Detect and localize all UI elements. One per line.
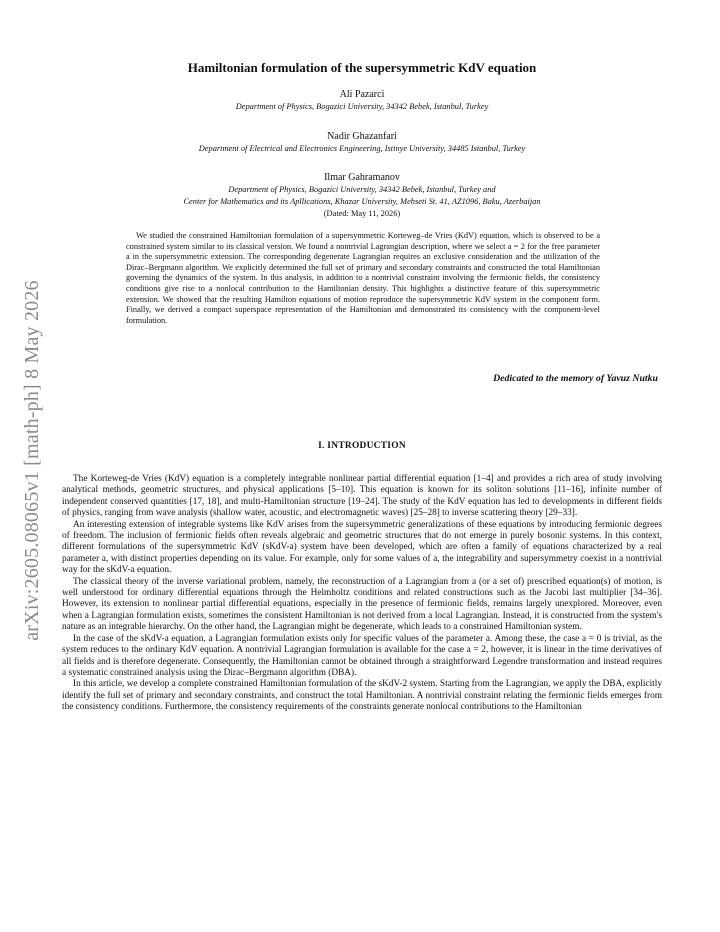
dedication: Dedicated to the memory of Yavuz Nutku xyxy=(493,373,658,384)
author-name: Ali Pazarci xyxy=(339,89,385,100)
arxiv-identifier-text: arXiv:2605.08065v1 [math-ph] 8 May 2026 xyxy=(20,279,43,641)
author-affiliation: Department of Electrical and Electronics Engineering, Istinye University, 34485 Istanbul, Turkey xyxy=(198,144,526,153)
paragraph: An interesting extension of integrable systems like KdV arises from the supersymmetric generalizations of these equations by introducing fermionic degrees of freedom. The inclusion of fermionic fields often reveals algebraic and geometric structures that do not emerge in purely bosonic systems. In this context, different formulations of the supersymmetric KdV (sKdV-a) system have been developed, which are often a family of equations characterized by a real parameter a, with distinct properties depending on its value. For example, only for some values of a, the integrability and supersymmetry coexist in a nontrivial way for the sKdV-a equation. xyxy=(62,519,662,576)
dated-line: (Dated: May 11, 2026) xyxy=(323,209,401,218)
paragraph: In this article, we develop a complete constrained Hamiltonian formulation of the sKdV-2 system. Starting from the Lagrangian, we apply the DBA, explicitly identify the full set of primary and secondary constraints, and construct the total Hamiltonian. A nontrivial constraint relating the fermionic fields emerges from the consistency conditions. Furthermore, the consistency requirements of the constraints generate nonlocal contributions to the Hamiltonian xyxy=(62,679,662,713)
paragraph: The classical theory of the inverse variational problem, namely, the reconstruction of a Lagrangian from a (or a set of) prescribed equation(s) of motion, is well understood for ordinary differential equations through the Helmholtz conditions and related constructions such as the Jacobi last multiplier [34–36]. However, its extension to nonlinear partial differential equations, especially in the presence of fermionic fields, remains largely unexplored. Moreover, even when a Lagrangian formulation exists, sometimes the consistent Hamiltonian is not derived from a local Lagrangian. Instead, it is constructed from the system's nature as an integrable hierarchy. On the other hand, the Lagrangian might be degenerate, which leads to a constrained Hamiltonian system. xyxy=(62,576,662,633)
author-affiliation: Department of Physics, Bogazici University, 34342 Bebek, Istanbul, Turkey xyxy=(235,102,489,111)
author-block-2 xyxy=(62,131,662,155)
author-affiliation: Center for Mathematics and its Apllications, Khazar University, Mehseti St. 41, AZ1096, Baku, Azerbaijan xyxy=(183,197,541,206)
author-block-1 xyxy=(62,89,662,113)
introduction-body xyxy=(62,474,662,714)
paragraph: The Korteweg-de Vries (KdV) equation is a completely integrable nonlinear partial differential equation [1–4] and provides a rich area of study involving analytical methods, geometric structures, and physical applications [5–10]. This equation is known for its soliton solutions [11–16], infinite number of independent conserved quantities [17, 18], and multi-Hamiltonian structure [19–24]. The study of the KdV equation has led to developments in different fields of physics, ranging from wave analysis (shallow water, acoustic, and electromagnetic waves) [25–28] to inverse scattering theory [29–33]. xyxy=(62,474,662,519)
author-block-3 xyxy=(62,172,662,220)
section-heading: I. INTRODUCTION xyxy=(318,441,406,451)
paper-title: Hamiltonian formulation of the supersymmetric KdV equation xyxy=(187,60,537,75)
author-name: Ilmar Gahramanov xyxy=(324,172,400,183)
author-name: Nadir Ghazanfari xyxy=(327,131,397,142)
arxiv-identifier xyxy=(12,250,52,670)
abstract: We studied the constrained Hamiltonian formulation of a supersymmetric Korteweg–de Vries (KdV) equation, which is observed to be a constrained system similar to its classical version. We found a nontrivial Lagrangian description, where we select a = 2 for the free parameter a in the supersymmetric extension. The corresponding degenerate Lagrangian requires an exclusive consideration and the utilization of the Dirac–Bergmann algorithm. We explicitly determined the full set of primary and secondary constraints and constructed the total Hamiltonian governing the dynamics of the system. In this analysis, in addition to a nontrivial constraint involving the fermionic fields, the consistency conditions give rise to a nonlocal contribution to the Hamiltonian density. This highlights a distinctive feature of this supersymmetric extension. We showed that the resulting Hamilton equations of motion reproduce the supersymmetric KdV system in the component form. Finally, we derived a compact superspace representation of the Hamiltonian and demonstrated its consistency with the component-level formulation. xyxy=(126,231,600,325)
paragraph: In the case of the sKdV-a equation, a Lagrangian formulation exists only for specific values of the parameter a. Among these, the case a = 0 is trivial, as the system reduces to the ordinary KdV equation. A nontrivial Lagrangian formulation is available for the case a = 2, however, it is linear in the time derivatives of all fields and is therefore degenerate. Consequently, the Hamiltonian cannot be obtained through a straightforward Legendre transformation and instead requires a systematic constrained analysis using the Dirac–Bergmann algorithm (DBA). xyxy=(62,633,662,678)
author-affiliation: Department of Physics, Bogazici University, 34342 Bebek, Istanbul, Turkey and xyxy=(228,185,496,194)
